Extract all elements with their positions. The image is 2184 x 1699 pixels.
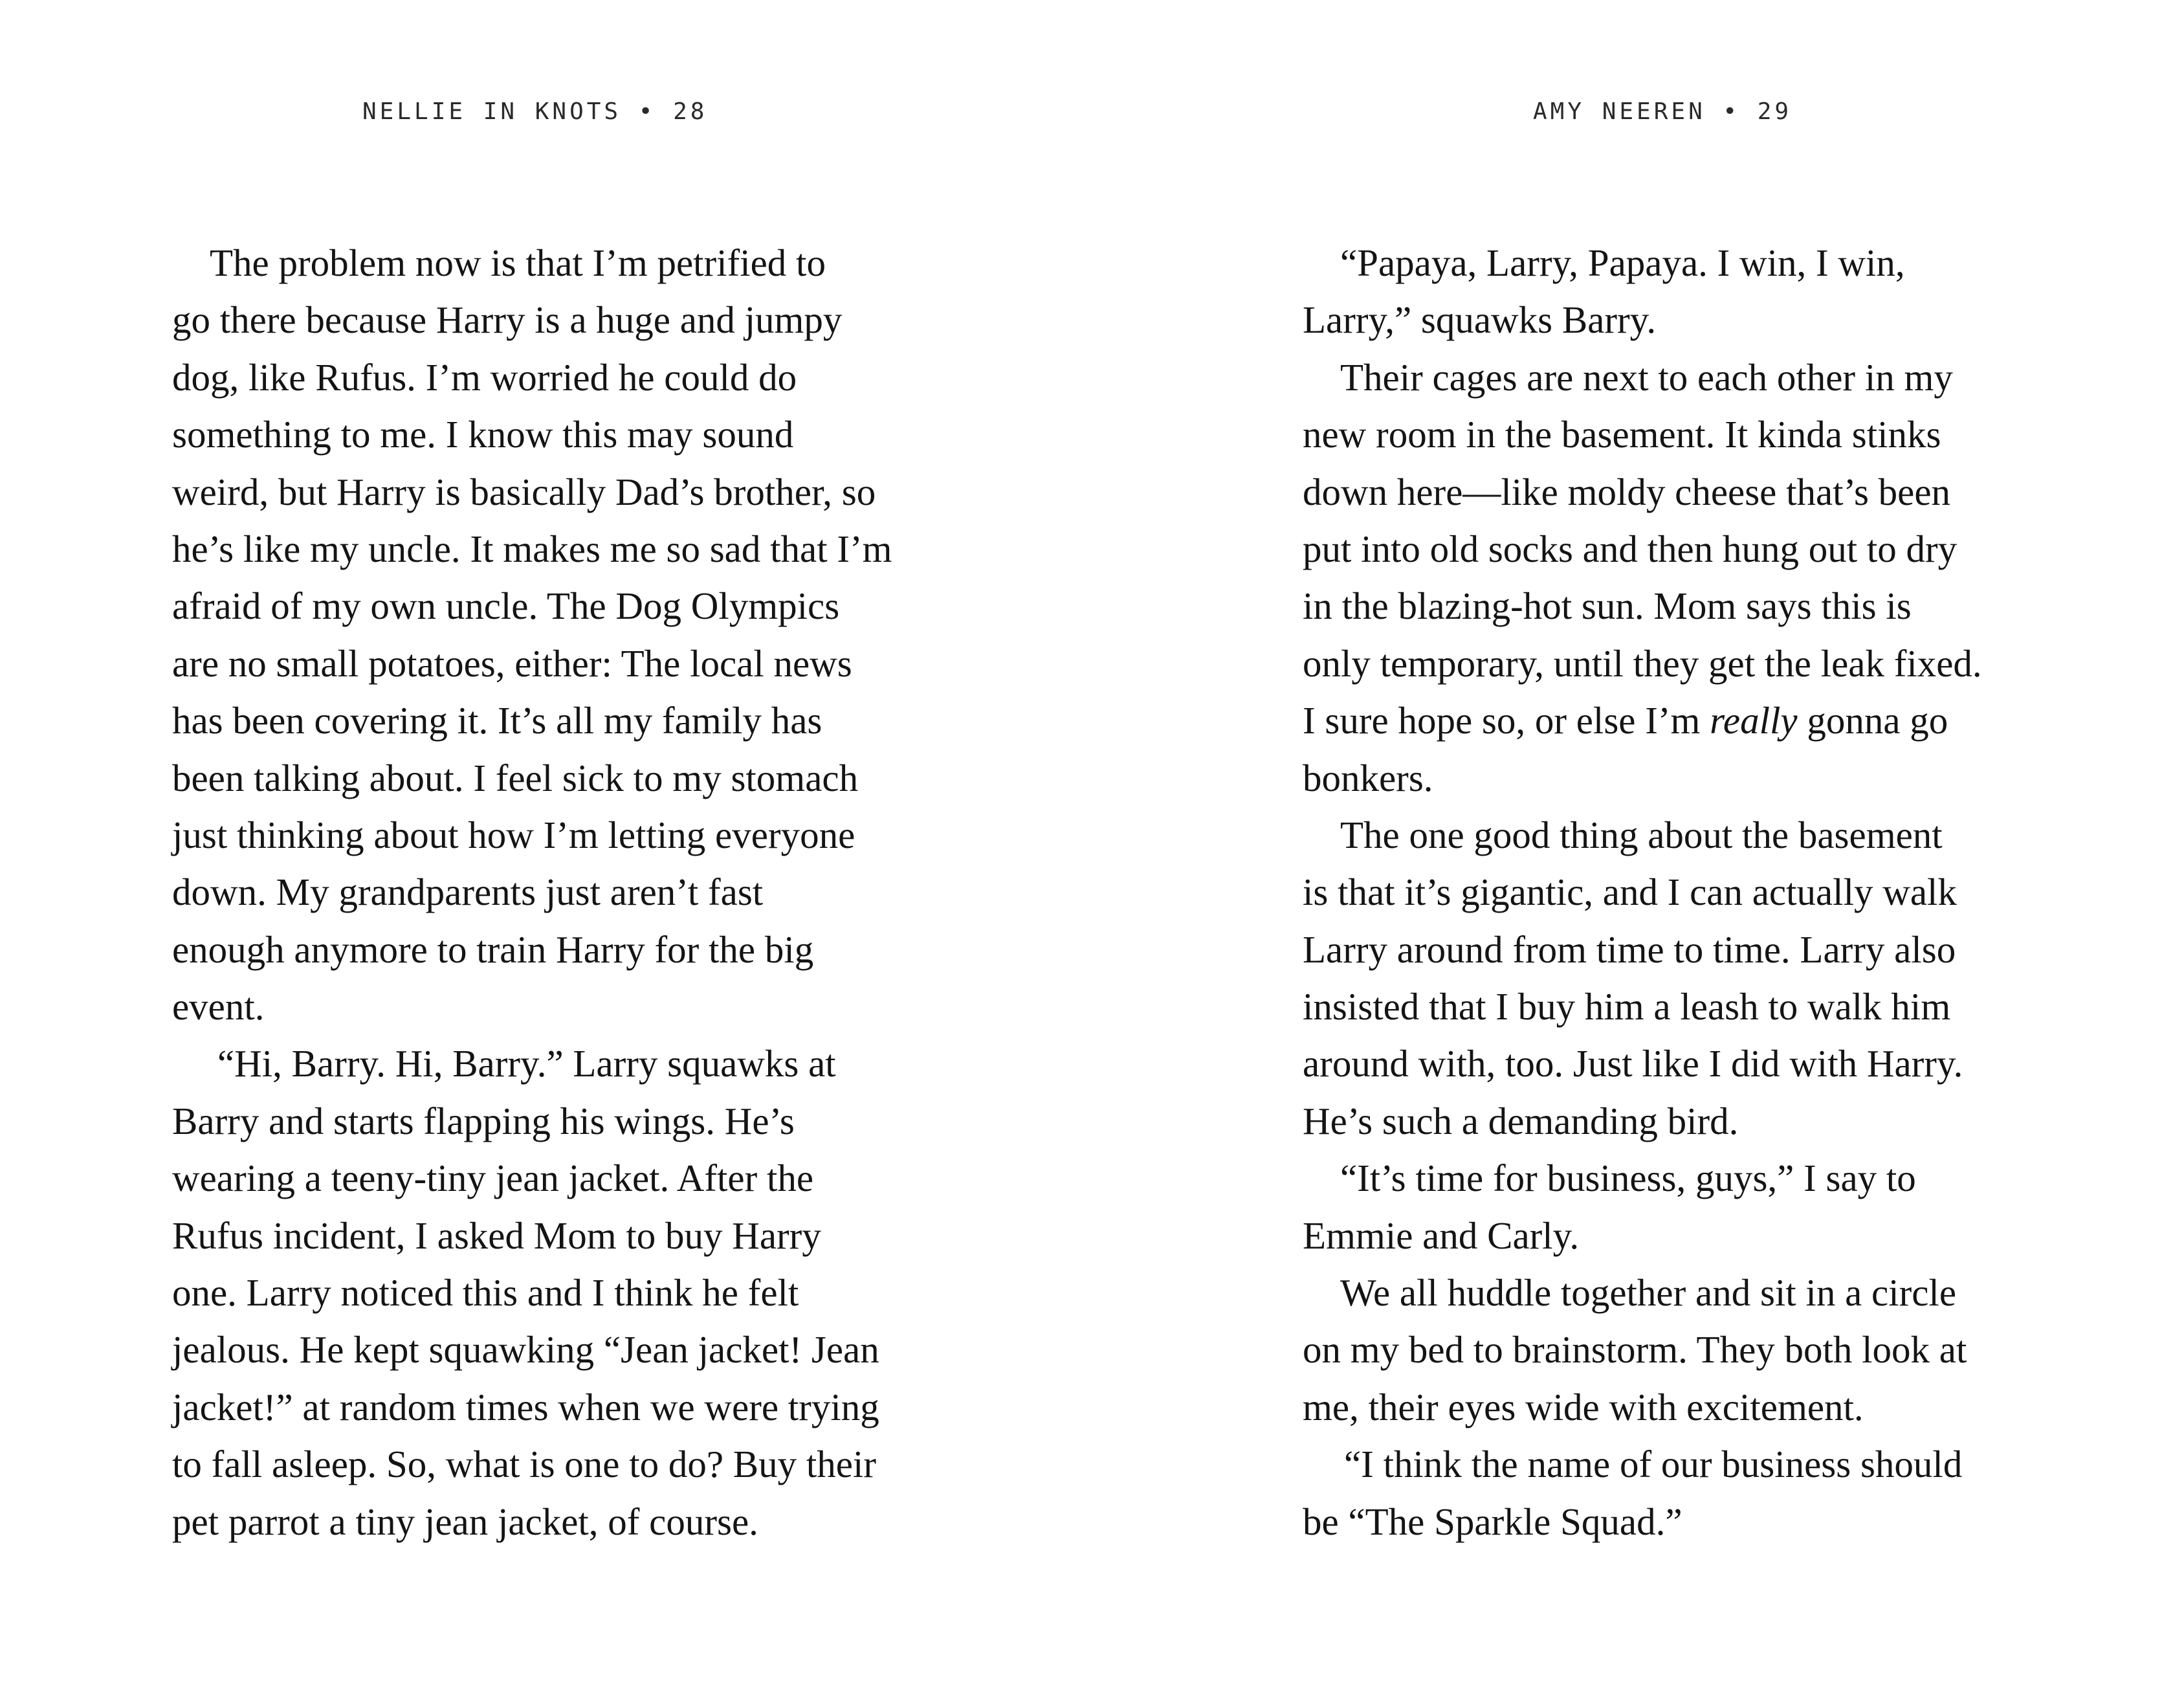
text-line: something to me. I know this may sound: [172, 413, 794, 456]
right-running-head: AMY NEEREN • 29: [1533, 98, 1792, 125]
text-line: put into old socks and then hung out to dry: [1303, 527, 1958, 570]
text-line: Emmie and Carly.: [1303, 1214, 1580, 1257]
text-segment: I sure hope so, or else I’m: [1303, 699, 1701, 742]
text-line: just thinking about how I’m letting everyone: [172, 813, 855, 856]
emphasis-text: really: [1710, 699, 1798, 742]
text-line: pet parrot a tiny jean jacket, of course.: [172, 1500, 758, 1543]
text-line: Their cages are next to each other in my: [1340, 355, 1953, 399]
text-line: Larry around from time to time. Larry also: [1303, 927, 1956, 971]
text-line: The one good thing about the basement: [1340, 813, 1943, 856]
text-line: he’s like my uncle. It makes me so sad that I’m: [172, 527, 892, 570]
text-line: The problem now is that I’m petrified to: [210, 241, 826, 284]
text-line: afraid of my own uncle. The Dog Olympics: [172, 584, 840, 628]
text-line: He’s such a demanding bird.: [1303, 1099, 1739, 1142]
left-running-head: NELLIE IN KNOTS • 28: [362, 98, 708, 125]
text-line: Larry,” squawks Barry.: [1303, 298, 1657, 342]
text-line: only temporary, until they get the leak fixed.: [1303, 641, 1982, 685]
text-line: “Papaya, Larry, Papaya. I win, I win,: [1340, 241, 1905, 284]
text-line: in the blazing-hot sun. Mom says this is: [1303, 584, 1912, 628]
text-line: around with, too. Just like I did with Harry.: [1303, 1042, 1963, 1085]
text-line: be “The Sparkle Squad.”: [1303, 1500, 1682, 1543]
text-line-with-emphasis: [1303, 692, 2092, 749]
text-line: Barry and starts flapping his wings. He’s: [172, 1099, 795, 1142]
text-line: been talking about. I feel sick to my stomach: [172, 756, 859, 799]
text-line: “I think the name of our business should: [1344, 1443, 1963, 1486]
text-segment: gonna go: [1807, 699, 1948, 742]
text-line: enough anymore to train Harry for the big: [172, 927, 814, 971]
text-line: go there because Harry is a huge and jumpy: [172, 298, 843, 342]
text-line: bonkers.: [1303, 756, 1433, 799]
text-line: Rufus incident, I asked Mom to buy Harry: [172, 1214, 821, 1257]
text-line: dog, like Rufus. I’m worried he could do: [172, 355, 797, 399]
text-line: jealous. He kept squawking “Jean jacket! Jean: [172, 1328, 879, 1371]
text-line: on my bed to brainstorm. They both look at: [1303, 1328, 1967, 1371]
text-line: We all huddle together and sit in a circle: [1340, 1271, 1957, 1315]
text-line: “It’s time for business, guys,” I say to: [1340, 1157, 1916, 1200]
text-line: insisted that I buy him a leash to walk him: [1303, 985, 1951, 1028]
text-line: to fall asleep. So, what is one to do? Buy their: [172, 1443, 877, 1486]
text-line: “Hi, Barry. Hi, Barry.” Larry squawks at: [217, 1042, 836, 1085]
text-line: me, their eyes wide with excitement.: [1303, 1385, 1864, 1428]
text-line: are no small potatoes, either: The local news: [172, 641, 852, 685]
left-body-text: [172, 234, 962, 1550]
text-line: has been covering it. It’s all my family has: [172, 699, 822, 742]
text-line: is that it’s gigantic, and I can actually walk: [1303, 871, 1957, 914]
right-body-text: [1303, 234, 2092, 1550]
text-line: down. My grandparents just aren’t fast: [172, 871, 764, 914]
text-line: new room in the basement. It kinda stinks: [1303, 413, 1941, 456]
text-line: weird, but Harry is basically Dad’s brother, so: [172, 470, 876, 513]
right-page: [1092, 0, 2184, 1699]
text-line: jacket!” at random times when we were trying: [172, 1385, 879, 1428]
text-line: down here—like moldy cheese that’s been: [1303, 470, 1951, 513]
text-line: one. Larry noticed this and I think he felt: [172, 1271, 799, 1315]
text-line: wearing a teeny-tiny jean jacket. After the: [172, 1157, 814, 1200]
text-line: event.: [172, 985, 265, 1028]
